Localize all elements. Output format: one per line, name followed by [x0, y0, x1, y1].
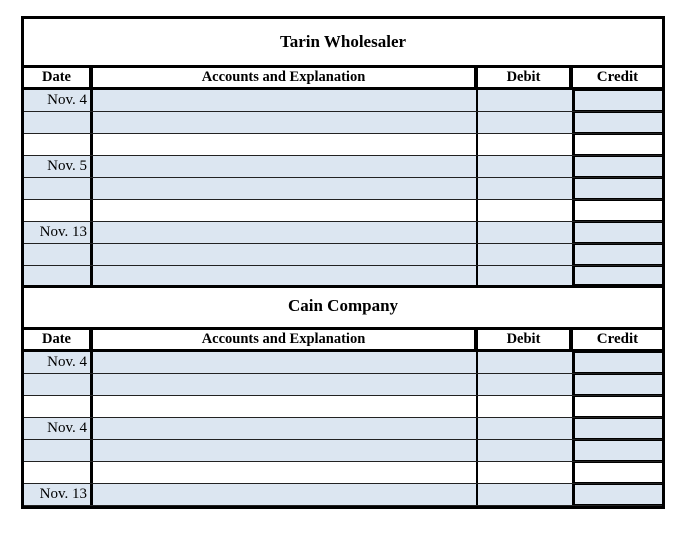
credit-input-cell[interactable] — [573, 90, 662, 111]
account-input-cell[interactable] — [93, 222, 478, 243]
account-input-cell — [93, 134, 478, 155]
credit-input-cell[interactable] — [573, 244, 662, 265]
date-cell[interactable]: Nov. 4 — [24, 418, 93, 439]
credit-input-cell — [573, 134, 662, 155]
debit-input-cell[interactable] — [478, 244, 573, 265]
journal-cain-company — [21, 285, 665, 509]
journal-rows — [24, 90, 662, 288]
accounts-header: Accounts and Explanation — [93, 330, 478, 349]
debit-input-cell[interactable] — [478, 266, 573, 285]
debit-input-cell[interactable] — [478, 112, 573, 133]
table-row — [24, 462, 662, 484]
account-input-cell[interactable] — [93, 374, 478, 395]
credit-header: Credit — [596, 331, 639, 347]
date-cell[interactable] — [24, 266, 93, 285]
date-cell[interactable]: Nov. 5 — [24, 156, 93, 177]
credit-input-cell[interactable] — [573, 440, 662, 461]
debit-input-cell[interactable] — [478, 374, 573, 395]
journal-rows — [24, 352, 662, 506]
credit-input-cell — [573, 200, 662, 221]
debit-input-cell[interactable] — [478, 90, 573, 111]
account-input-cell[interactable] — [93, 266, 478, 285]
date-cell — [24, 134, 93, 155]
table-row — [24, 352, 662, 374]
debit-input-cell[interactable] — [478, 352, 573, 373]
date-cell[interactable]: Nov. 4 — [24, 352, 93, 373]
debit-header: Debit — [478, 330, 573, 349]
debit-input-cell — [478, 200, 573, 221]
account-input-cell — [93, 200, 478, 221]
table-row — [24, 222, 662, 244]
table-row — [24, 178, 662, 200]
account-input-cell[interactable] — [93, 112, 478, 133]
credit-input-cell[interactable] — [573, 112, 662, 133]
debit-input-cell[interactable] — [478, 156, 573, 177]
table-row — [24, 484, 662, 506]
date-cell[interactable]: Nov. 4 — [24, 90, 93, 111]
account-input-cell[interactable] — [93, 440, 478, 461]
credit-input-cell[interactable] — [573, 418, 662, 439]
account-input-cell[interactable] — [93, 156, 478, 177]
debit-input-cell[interactable] — [478, 484, 573, 505]
journal-title: Cain Company — [287, 296, 399, 315]
table-row — [24, 244, 662, 266]
credit-input-cell[interactable] — [573, 222, 662, 243]
accounts-header: Accounts and Explanation — [93, 68, 478, 87]
date-cell[interactable] — [24, 374, 93, 395]
account-input-cell[interactable] — [93, 484, 478, 505]
date-cell — [24, 462, 93, 483]
date-cell[interactable]: Nov. 13 — [24, 484, 93, 505]
date-header: Date — [24, 68, 93, 87]
date-cell[interactable]: Nov. 13 — [24, 222, 93, 243]
credit-input-cell — [573, 462, 662, 483]
journal-title: Tarin Wholesaler — [279, 32, 407, 51]
credit-input-cell — [573, 396, 662, 417]
date-header: Date — [24, 330, 93, 349]
debit-input-cell[interactable] — [478, 418, 573, 439]
date-cell[interactable] — [24, 112, 93, 133]
account-input-cell[interactable] — [93, 418, 478, 439]
credit-input-cell[interactable] — [573, 178, 662, 199]
credit-input-cell[interactable] — [573, 266, 662, 285]
table-row — [24, 112, 662, 134]
table-row — [24, 396, 662, 418]
account-input-cell[interactable] — [93, 178, 478, 199]
credit-header: Credit — [596, 69, 639, 85]
date-cell[interactable] — [24, 178, 93, 199]
table-row — [24, 90, 662, 112]
table-row — [24, 200, 662, 222]
account-input-cell[interactable] — [93, 352, 478, 373]
debit-input-cell — [478, 134, 573, 155]
debit-input-cell — [478, 396, 573, 417]
date-cell[interactable] — [24, 440, 93, 461]
debit-input-cell — [478, 462, 573, 483]
account-input-cell[interactable] — [93, 90, 478, 111]
credit-input-cell[interactable] — [573, 484, 662, 505]
date-cell — [24, 200, 93, 221]
account-input-cell — [93, 396, 478, 417]
journal-tarin-wholesaler — [21, 16, 665, 288]
table-row — [24, 156, 662, 178]
credit-input-cell[interactable] — [573, 374, 662, 395]
debit-input-cell[interactable] — [478, 440, 573, 461]
debit-input-cell[interactable] — [478, 178, 573, 199]
date-cell — [24, 396, 93, 417]
table-row — [24, 440, 662, 462]
table-header — [24, 65, 662, 90]
table-row — [24, 418, 662, 440]
table-header — [24, 327, 662, 352]
debit-header: Debit — [478, 68, 573, 87]
credit-input-cell[interactable] — [573, 352, 662, 373]
debit-input-cell[interactable] — [478, 222, 573, 243]
date-cell[interactable] — [24, 244, 93, 265]
credit-input-cell[interactable] — [573, 156, 662, 177]
account-input-cell — [93, 462, 478, 483]
table-row — [24, 134, 662, 156]
table-row — [24, 374, 662, 396]
account-input-cell[interactable] — [93, 244, 478, 265]
